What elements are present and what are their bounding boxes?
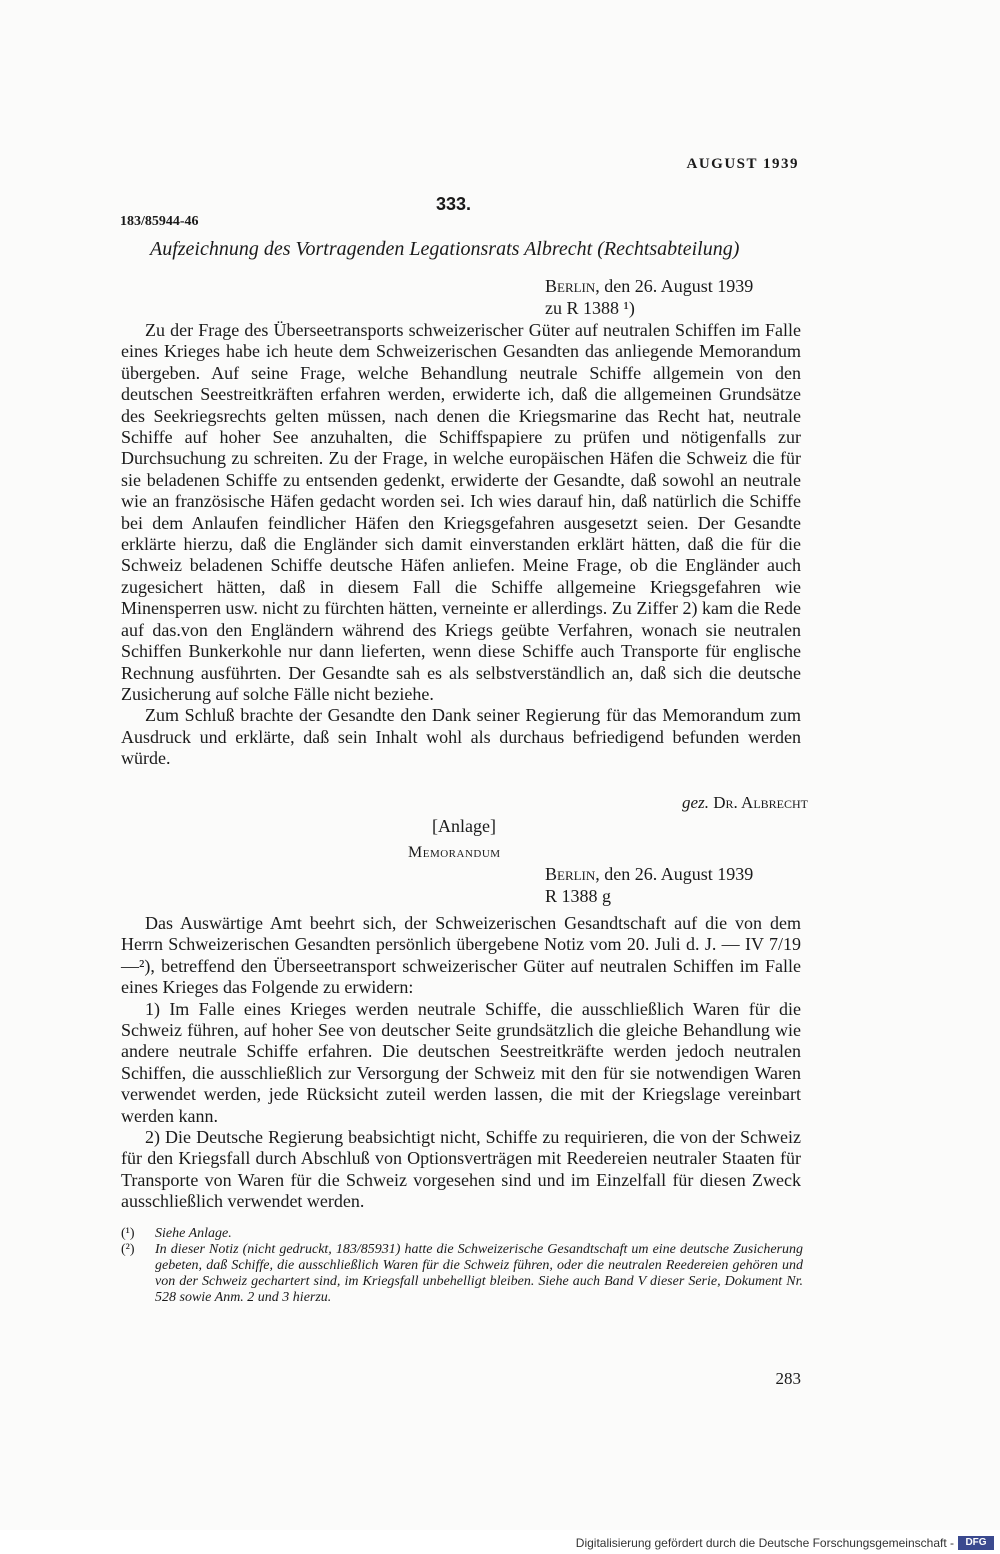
document-number: 333. [436,194,472,214]
memorandum-heading: Memorandum [408,844,501,861]
paragraph: Das Auswärtige Amt beehrt sich, der Schweizerischen Gesandtschaft auf die von dem Herrn Schweizerischen Gesandten persönlich übergebene Notiz vom 20. Juli d. J. — IV 7/19 —²), betreffend den Überseetransport schweizerischer Güter auf neutralen Schiffen im Falle eines Krieges das Folgende zu erwidern: [121,913,801,998]
footnote-text: Siehe Anlage. [155,1226,232,1241]
dateline-ref: R 1388 g [545,886,612,906]
dateline-2 [545,863,753,907]
footnote-mark: (¹) [121,1226,135,1241]
dfg-logo-icon[interactable]: DFG [958,1536,994,1550]
signature-prefix: gez. [682,793,709,812]
memorandum-body [121,913,801,1213]
paragraph: Zu der Frage des Überseetransports schweizerischer Güter auf neutralen Schiffen im Falle eines Krieges habe ich heute dem Schweizerischen Gesandten das anliegende Memorandum übergeben. Auf seine Frage, welche Behandlung neutrale Schiffe allgemein von den deutschen Seestreitkräften erfahren werden, erwiderte ich, daß die allgemeinen Grundsätze des Seekriegsrechts gelten müssen, nach denen die Kriegsmarine das Recht hat, neutrale Schiffe auf hoher See anzuhalten, die Schiffspapiere zu prüfen und nötigenfalls zur Durchsuchung zu schreiten. Zu der Frage, in welche europäischen Häfen die Schweiz die für sie beladenen Schiffe zu entsenden gedenkt, erwiderte der Gesandte, daß sowohl an neutrale wie an französische Häfen gedacht worden sei. Ich wies darauf hin, daß natürlich die Schiffe bei dem Anlaufen feindlicher Häfen den Kriegsgefahren ausgesetzt seien. Der Gesandte erklärte hierzu, daß die Engländer sich damit einverstanden erklärt hätten, daß die für die Schweiz beladenen Schiffe deutsche Häfen anliefen. Meine Frage, ob die Engländer auch zugesichert hätten, daß in diesem Fall die Schiffe allgemeine Kriegsgefahren wie Minensperren usw. nicht zu fürchten hätten, verneinte er allerdings. Zu Ziffer 2) kam die Rede auf das.von den Engländern während des Kriegs geübte Verfahren, wonach sie neutralen Schiffen Bunkerkohle nur dann lieferten, wenn diese Schiffe auch Transporte für englische Rechnung ausführten. Der Gesandte sah es als selbstverständlich an, daß sich die deutsche Zusicherung auf solche Fälle nicht beziehe. [121,320,801,704]
footnote-mark: (²) [121,1242,135,1257]
record-body [121,320,801,770]
signature-name: Dr. Albrecht [713,793,808,812]
paragraph: Zum Schluß brachte der Gesandte den Dank seiner Regierung für das Memorandum zum Ausdruck und erklärte, daß sein Inhalt wohl als durchaus befriedigend befunden werden würde. [121,705,801,769]
dateline-place: Berlin [545,864,596,884]
dateline-ref: zu R 1388 ¹) [545,298,635,318]
page-number: 283 [775,1369,801,1388]
dateline-place: Berlin [545,276,596,296]
footnote-text: In dieser Notiz (nicht gedruckt, 183/85931) hatte die Schweizerische Gesandtschaft um eine deutsche Zusicherung gebeten, daß Schiffe, die ausschließlich Waren für die Schweiz führen, oder die neutralen Reedereien gehören und von der Schweiz gechartert sind, im Kriegsfall unbehelligt bleiben. Siehe auch Band V dieser Serie, Dokument Nr. 528 sowie Anm. 2 und 3 hierzu. [155,1242,803,1305]
signature [682,793,808,813]
document-title: Aufzeichnung des Vortragenden Legationsrats Albrecht (Rechtsabteilung) [150,238,740,260]
footnote [121,1226,803,1242]
footnotes [121,1226,803,1306]
dateline-1 [545,275,753,319]
dateline-date: , den 26. August 1939 [595,864,754,884]
credit-text: Digitalisierung gefördert durch die Deutsche Forschungsgemeinschaft - [575,1536,954,1550]
footnote [121,1242,803,1306]
running-head: AUGUST 1939 [686,156,799,172]
file-reference: 183/85944-46 [120,214,199,229]
credit-bar [0,1530,1000,1554]
annex-label: [Anlage] [432,816,496,836]
dateline-date: , den 26. August 1939 [595,276,754,296]
paragraph: 2) Die Deutsche Regierung beabsichtigt nicht, Schiffe zu requirieren, die von der Schweiz für den Kriegsfall durch Abschluß von Optionsverträgen mit Reedereien neutraler Staaten für Transporte von Waren für die Schweiz vorgesehen sind und im Einzelfall für diesen Zweck ausschließlich verwendet werden. [121,1127,801,1212]
paragraph: 1) Im Falle eines Krieges werden neutrale Schiffe, die ausschließlich Waren für die Schweiz führen, auf hoher See von deutscher Seite grundsätzlich die gleiche Behandlung wie andere neutrale Schiffe erfahren. Die deutschen Seestreitkräfte werden jedoch neutralen Schiffen, die ausschließlich zur Versorgung der Schweiz mit den für sie notwendigen Waren verwendet werden, jede Rücksicht zuteil werden lassen, die mit der Kriegslage vereinbart werden kann. [121,998,801,1126]
